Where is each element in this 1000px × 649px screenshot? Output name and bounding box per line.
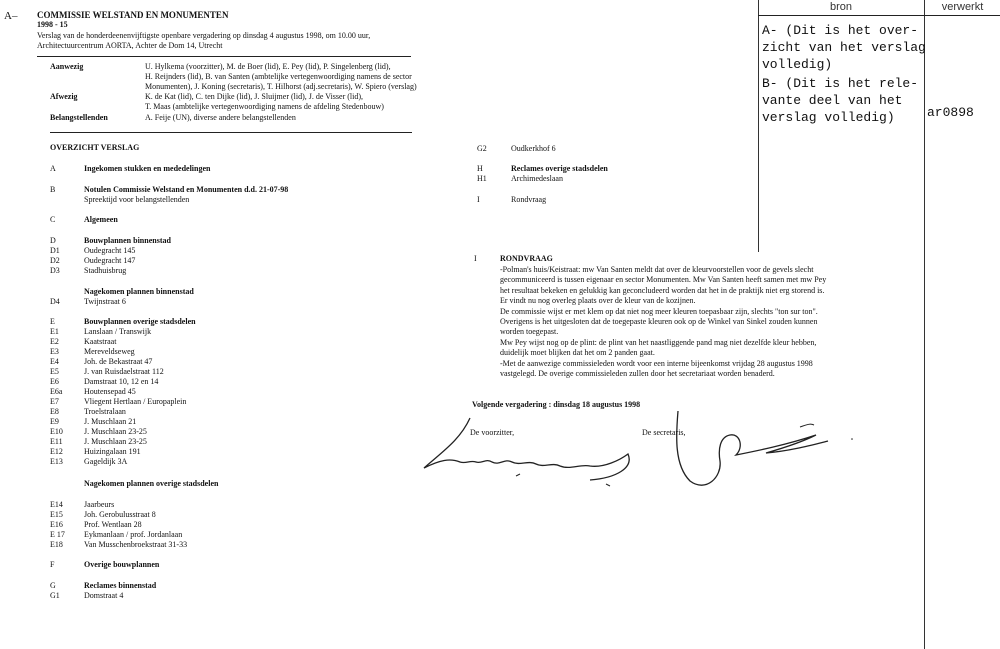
agenda-code: A	[50, 164, 56, 173]
overview-title: OVERZICHT VERSLAG	[50, 143, 140, 152]
agenda-code: E11	[50, 437, 63, 446]
agenda-label: J. Muschlaan 23-25	[84, 427, 147, 436]
agenda-code: D3	[50, 266, 60, 275]
rondvraag-line: gecommuniceerd is tussen eigenaar en sector Monumenten. Mw Van Santen heeft samen met mw Pey	[500, 275, 827, 285]
agenda-code: H1	[477, 174, 487, 183]
agenda-label: Troelstralaan	[84, 407, 126, 416]
agenda-code: D1	[50, 246, 60, 255]
agenda-label: Gageldijk 3A	[84, 457, 128, 466]
agenda-code: E 17	[50, 530, 65, 539]
agenda-label: Stadhuisbrug	[84, 266, 127, 275]
report-number: 1998 - 15	[37, 20, 68, 29]
rondvraag-line: -Polman's huis/Keistraat: mw Van Santen meldt dat over de kleurvoorstellen voor de gevels slecht	[500, 265, 814, 274]
attendance-line: U. Hylkema (voorzitter), M. de Boer (lid), E. Pey (lid), P. Singelenberg (lid),	[145, 62, 391, 71]
agenda-label: J. Muschlaan 23-25	[84, 437, 147, 446]
agenda-code: D	[50, 236, 56, 245]
attendance-rule	[50, 132, 412, 133]
agenda-row	[477, 144, 556, 154]
archive-col-verwerkt: verwerkt	[941, 1, 984, 13]
agenda-label: Archimedeslaan	[511, 174, 563, 183]
agenda-code: E14	[50, 500, 63, 509]
agenda-label: Reclames binnenstad	[84, 581, 157, 590]
attendance-line: Monumenten), J. Koning (secretaris), T. Hilhorst (adj.secretaris), W. Spiero (verslag)	[145, 82, 417, 91]
agenda-label: Oudegracht 145	[84, 246, 136, 255]
agenda-label: Bouwplannen overige stadsdelen	[84, 317, 196, 326]
agenda-label: J. van Ruisdaelstraat 112	[84, 367, 164, 376]
archive-note-a	[762, 22, 926, 73]
agenda-label: Reclames overige stadsdelen	[511, 164, 608, 173]
archive-note-a-line: volledig)	[762, 57, 833, 72]
report-title: COMMISSIE WELSTAND EN MONUMENTEN	[37, 10, 229, 20]
agenda-label: Jaarbeurs	[84, 500, 115, 509]
attendance-line: H. Reijnders (lid), B. van Santen (ambtelijke vertegenwoordiging namens de sector	[145, 72, 412, 81]
attendance-line: T. Maas (ambtelijke vertegenwoordiging namens de afdeling Stedenbouw)	[145, 102, 384, 111]
agenda-code: H	[477, 164, 483, 173]
agenda-code: E4	[50, 357, 59, 366]
next-meeting: Volgende vergadering : dinsdag 18 augustus 1998	[472, 400, 641, 409]
agenda-code: E3	[50, 347, 59, 356]
agenda-row	[477, 164, 608, 174]
archive-note-b-line: verslag volledig)	[762, 110, 895, 125]
agenda-label: Nagekomen plannen binnenstad	[84, 287, 194, 296]
agenda-label: Algemeen	[84, 215, 118, 224]
agenda-label: Joh. Gerobulusstraat 8	[84, 510, 156, 519]
archive-note-a-line: zicht van het verslag	[762, 40, 926, 55]
margin-marker-a: A–	[4, 10, 18, 22]
agenda-label: Eykmanlaan / prof. Jordanlaan	[84, 530, 183, 539]
report-intro-line-2: Architectuurcentrum AORTA, Achter de Dom 14, Utrecht	[37, 41, 223, 50]
agenda-code: C	[50, 215, 56, 224]
agenda-code: I	[477, 195, 480, 204]
agenda-code: E9	[50, 417, 59, 426]
agenda-label: Notulen Commissie Welstand en Monumenten d.d. 21-07-98	[84, 185, 289, 194]
rondvraag-line: vastgelegd. De overige commissieleden zullen door het secretariaat worden benaderd.	[500, 369, 775, 379]
chair-signature	[420, 410, 650, 490]
agenda-label: Twijnstraat 6	[84, 297, 126, 306]
report-intro-line-1: Verslag van de honderdeenenvijftigste openbare vergadering op dinsdag 4 augustus 1998, om 10.00 uur,	[37, 31, 371, 40]
agenda-code: E15	[50, 510, 63, 519]
agenda-code: E1	[50, 327, 59, 336]
agenda-code: G1	[50, 591, 60, 600]
agenda-code: B	[50, 185, 56, 194]
agenda-label: Bouwplannen binnenstad	[84, 236, 171, 245]
secretary-signature	[660, 405, 860, 495]
agenda-code: F	[50, 560, 55, 569]
agenda-code: E2	[50, 337, 59, 346]
chair-signature-label: De voorzitter,	[470, 428, 515, 437]
agenda-code: E18	[50, 540, 63, 549]
rondvraag-line: De commissie wijst er met klem op dat niet nog meer kleuren toepasbaar zijn, slechts "ton sur ton".	[500, 306, 818, 316]
archive-col-bron: bron	[829, 1, 853, 13]
agenda-label: Mereveldseweg	[84, 347, 135, 356]
agenda-code: D2	[50, 256, 60, 265]
agenda-label: Huizingalaan 191	[84, 447, 141, 456]
agenda-label: Ingekomen stukken en mededelingen	[84, 164, 211, 173]
rondvraag-code: I	[474, 254, 477, 263]
header-rule	[37, 56, 411, 57]
agenda-code: E6	[50, 377, 59, 386]
agenda-code: D4	[50, 297, 60, 306]
agenda-row	[477, 195, 547, 205]
agenda-label: Oudkerkhof 6	[511, 144, 556, 153]
attendance-label: Belangstellenden	[50, 113, 108, 122]
archive-divider-left	[758, 0, 759, 252]
agenda-label: Oudegracht 147	[84, 256, 136, 265]
rondvraag-line: Overigens is het uitgesloten dat de toegepaste kleuren ook op de Winkel van Sinkel zouden kunnen	[500, 317, 818, 327]
archive-header-rule	[758, 15, 1000, 16]
agenda-label: Vliegent Hertlaan / Europaplein	[84, 397, 187, 406]
rondvraag-line: Mw Pey wijst nog op de plint: de plint van het naastliggende pand mag niet dezelfde kleur hebben,	[500, 337, 817, 347]
rondvraag-title: RONDVRAAG	[500, 254, 553, 263]
attendance-line: A. Feije (UN), diverse andere belangstellenden	[145, 113, 296, 122]
agenda-label: Joh. de Bekastraat 47	[84, 357, 153, 366]
agenda-code: E13	[50, 457, 63, 466]
agenda-code: E	[50, 317, 55, 326]
attendance-label: Afwezig	[50, 92, 78, 101]
archive-note-b-line: vante deel van het	[762, 93, 903, 108]
agenda-code: E5	[50, 367, 59, 376]
agenda-code: G	[50, 581, 56, 590]
archive-divider-right	[924, 0, 925, 649]
agenda-code: E12	[50, 447, 63, 456]
agenda-code: E10	[50, 427, 63, 436]
rondvraag-line: het resultaat bekeken en gelukkig kan geconcludeerd worden dat het in de praktijk niet erg storend is.	[500, 285, 825, 295]
archive-code: ar0898	[927, 105, 974, 120]
agenda-code: E7	[50, 397, 59, 406]
attendance-label: Aanwezig	[50, 62, 84, 71]
agenda-code: G2	[477, 144, 487, 153]
agenda-code: E8	[50, 407, 59, 416]
rondvraag-line: duidelijk moet blijken dat het om 2 panden gaat.	[500, 348, 655, 358]
agenda-label: Overige bouwplannen	[84, 560, 160, 569]
rondvraag-line: worden toegepast.	[500, 327, 559, 337]
agenda-code: E6a	[50, 387, 63, 396]
archive-note-b-line: B- (Dit is het rele-	[762, 76, 919, 91]
secretary-signature-label: De secretaris,	[642, 428, 686, 437]
agenda-label: Domstraat 4	[84, 591, 124, 600]
agenda-label: Van Musschenbroekstraat 31-33	[84, 540, 188, 549]
agenda-label: Prof. Wentlaan 28	[84, 520, 142, 529]
agenda-label: J. Muschlaan 21	[84, 417, 137, 426]
rondvraag-line: Er vindt nu nog overleg plaats over de kleur van de kozijnen.	[500, 296, 696, 306]
archive-note-b	[762, 75, 918, 126]
archive-note-a-line: A- (Dit is het over-	[762, 23, 919, 38]
agenda-label: Nagekomen plannen overige stadsdelen	[84, 479, 219, 488]
rondvraag-line: -Met de aanwezige commissieleden wordt voor een interne bijeenkomst vrijdag 28 augustus 1998	[500, 358, 813, 368]
agenda-label: Houtensepad 45	[84, 387, 136, 396]
rondvraag-body	[500, 265, 826, 379]
agenda-label: Lanslaan / Transwijk	[84, 327, 152, 336]
agenda-label: Damstraat 10, 12 en 14	[84, 377, 159, 386]
agenda-row	[477, 174, 563, 184]
agenda-label: Kaatstraat	[84, 337, 117, 346]
agenda-label: Spreektijd voor belangstellenden	[84, 195, 190, 204]
agenda-label: Rondvraag	[511, 195, 547, 204]
agenda-code: E16	[50, 520, 63, 529]
attendance-line: K. de Kat (lid), C. ten Dijke (lid), J. Sluijmer (lid), J. de Visser (lid),	[145, 92, 364, 101]
